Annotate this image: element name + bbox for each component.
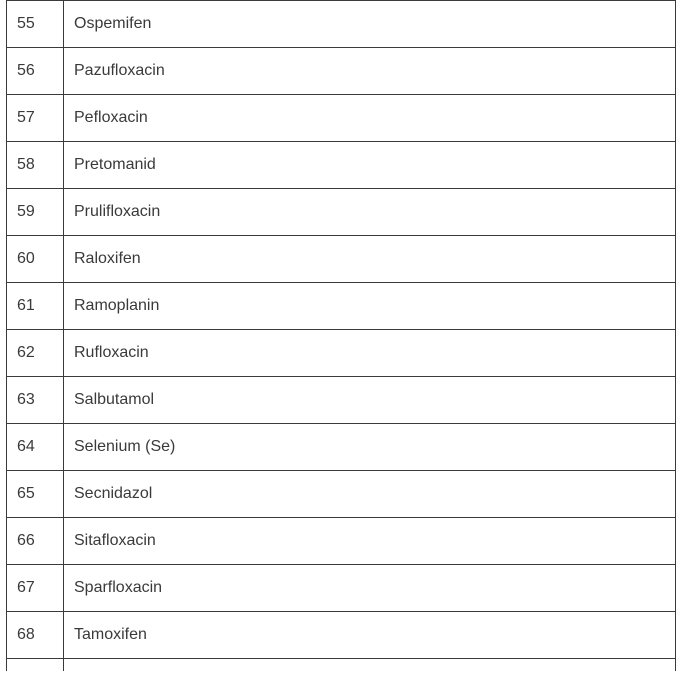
- table-row: [7, 1, 676, 48]
- row-number: 63: [7, 377, 64, 424]
- table-row: [7, 518, 676, 565]
- table-row: [7, 189, 676, 236]
- table-row: [7, 565, 676, 612]
- table-row: [7, 48, 676, 95]
- table-row: [7, 95, 676, 142]
- table-row: [7, 236, 676, 283]
- row-number: 62: [7, 330, 64, 377]
- row-number: 56: [7, 48, 64, 95]
- row-number: 65: [7, 471, 64, 518]
- row-number: 66: [7, 518, 64, 565]
- drug-name: Ramoplanin: [64, 283, 676, 330]
- table-row: [7, 471, 676, 518]
- drug-table-body: [7, 1, 676, 671]
- row-number: 68: [7, 612, 64, 659]
- table-row: [7, 330, 676, 377]
- table-row-cut-off: [7, 659, 676, 671]
- row-number: 57: [7, 95, 64, 142]
- drug-name: Pretomanid: [64, 142, 676, 189]
- drug-name: Secnidazol: [64, 471, 676, 518]
- drug-name: Raloxifen: [64, 236, 676, 283]
- drug-name: Ospemifen: [64, 1, 676, 48]
- table-row: [7, 612, 676, 659]
- table-row: [7, 283, 676, 330]
- drug-name: Sparfloxacin: [64, 565, 676, 612]
- drug-name: Sitafloxacin: [64, 518, 676, 565]
- row-number: 59: [7, 189, 64, 236]
- row-number-empty: [7, 659, 64, 671]
- table-row: [7, 424, 676, 471]
- drug-name: Selenium (Se): [64, 424, 676, 471]
- drug-name: Rufloxacin: [64, 330, 676, 377]
- table-row: [7, 377, 676, 424]
- drug-name: Salbutamol: [64, 377, 676, 424]
- row-number: 60: [7, 236, 64, 283]
- drug-table: [6, 0, 676, 671]
- row-number: 64: [7, 424, 64, 471]
- drug-name-empty: [64, 659, 676, 671]
- row-number: 61: [7, 283, 64, 330]
- drug-table-container: [6, 0, 676, 671]
- row-number: 55: [7, 1, 64, 48]
- row-number: 67: [7, 565, 64, 612]
- drug-name: Prulifloxacin: [64, 189, 676, 236]
- drug-name: Tamoxifen: [64, 612, 676, 659]
- drug-name: Pefloxacin: [64, 95, 676, 142]
- table-row: [7, 142, 676, 189]
- drug-name: Pazufloxacin: [64, 48, 676, 95]
- row-number: 58: [7, 142, 64, 189]
